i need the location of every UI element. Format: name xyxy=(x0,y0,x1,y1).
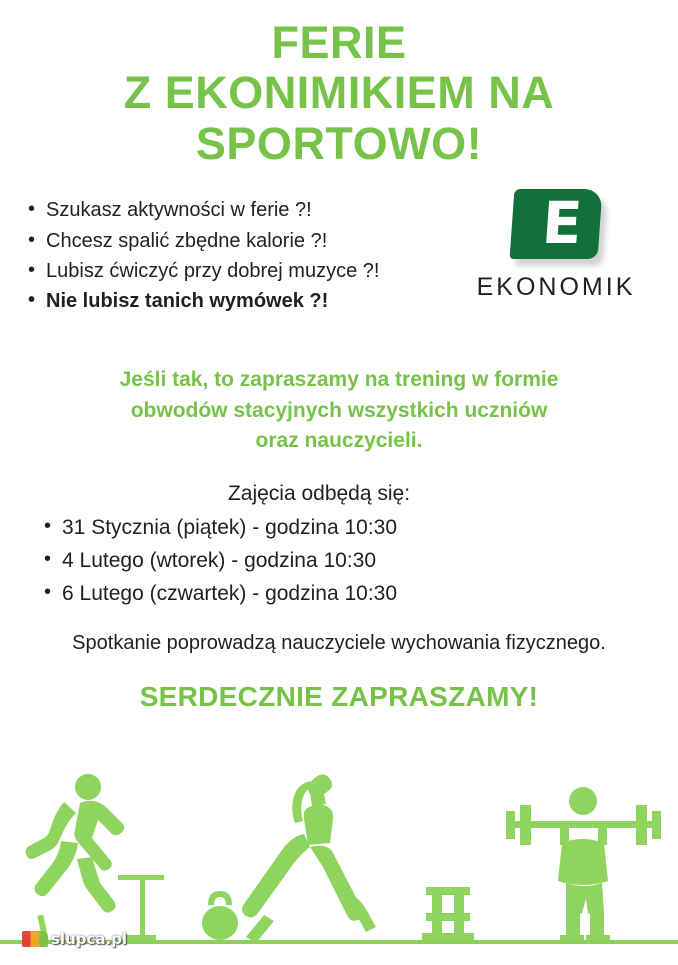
title-line-3: SPORTOWO! xyxy=(195,117,483,169)
list-item: • 31 Stycznia (piątek) - godzina 10:30 xyxy=(40,512,656,545)
kettlebell-prop xyxy=(202,891,238,940)
note-text: Spotkanie poprowadzą nauczyciele wychowania fizycznego. xyxy=(72,632,606,655)
schedule-heading: Zajęcia odbędą się: xyxy=(227,482,411,506)
logo-wordmark: EKONOMIK xyxy=(476,273,636,302)
weightlifter-figure xyxy=(506,787,661,941)
ekonomik-logo-icon xyxy=(508,187,604,265)
watermark-logo-icon xyxy=(22,931,48,947)
yoga-figure xyxy=(242,774,376,943)
logo-letter: E xyxy=(539,189,585,258)
invitation-text xyxy=(0,365,678,456)
watermark xyxy=(22,930,127,948)
runner-figure xyxy=(26,774,125,941)
list-item: • Szukasz aktywności w ferie ?! xyxy=(22,195,656,225)
page-title xyxy=(0,0,678,169)
title-line-1: FERIE xyxy=(271,17,407,68)
invitation-line-3: oraz nauczycieli. xyxy=(255,429,423,453)
list-item: • Nie lubisz tanich wymówek ?! xyxy=(22,286,656,316)
watermark-text: slupca.pl xyxy=(51,930,128,948)
sport-illustration xyxy=(0,765,678,960)
list-item: • Chcesz spalić zbędne kalorie ?! xyxy=(22,226,656,256)
closing-text: SERDECZNIE ZAPRASZAMY! xyxy=(139,681,539,713)
title-line-2: Z EKONIMIKIEM NA xyxy=(123,67,555,119)
invitation-line-2: obwodów stacyjnych wszystkich uczniów xyxy=(130,398,548,422)
invitation-line-1: Jeśli tak, to zapraszamy na trening w formie xyxy=(119,368,559,392)
questions-section xyxy=(0,189,678,335)
list-item: • Lubisz ćwiczyć przy dobrej muzyce ?! xyxy=(22,256,656,286)
ekonomik-logo xyxy=(456,187,656,302)
schedule-list xyxy=(0,512,678,610)
list-item: • 6 Lutego (czwartek) - godzina 10:30 xyxy=(40,578,656,611)
list-item: • 4 Lutego (wtorek) - godzina 10:30 xyxy=(40,545,656,578)
dumbbell-rack-prop xyxy=(422,887,474,941)
